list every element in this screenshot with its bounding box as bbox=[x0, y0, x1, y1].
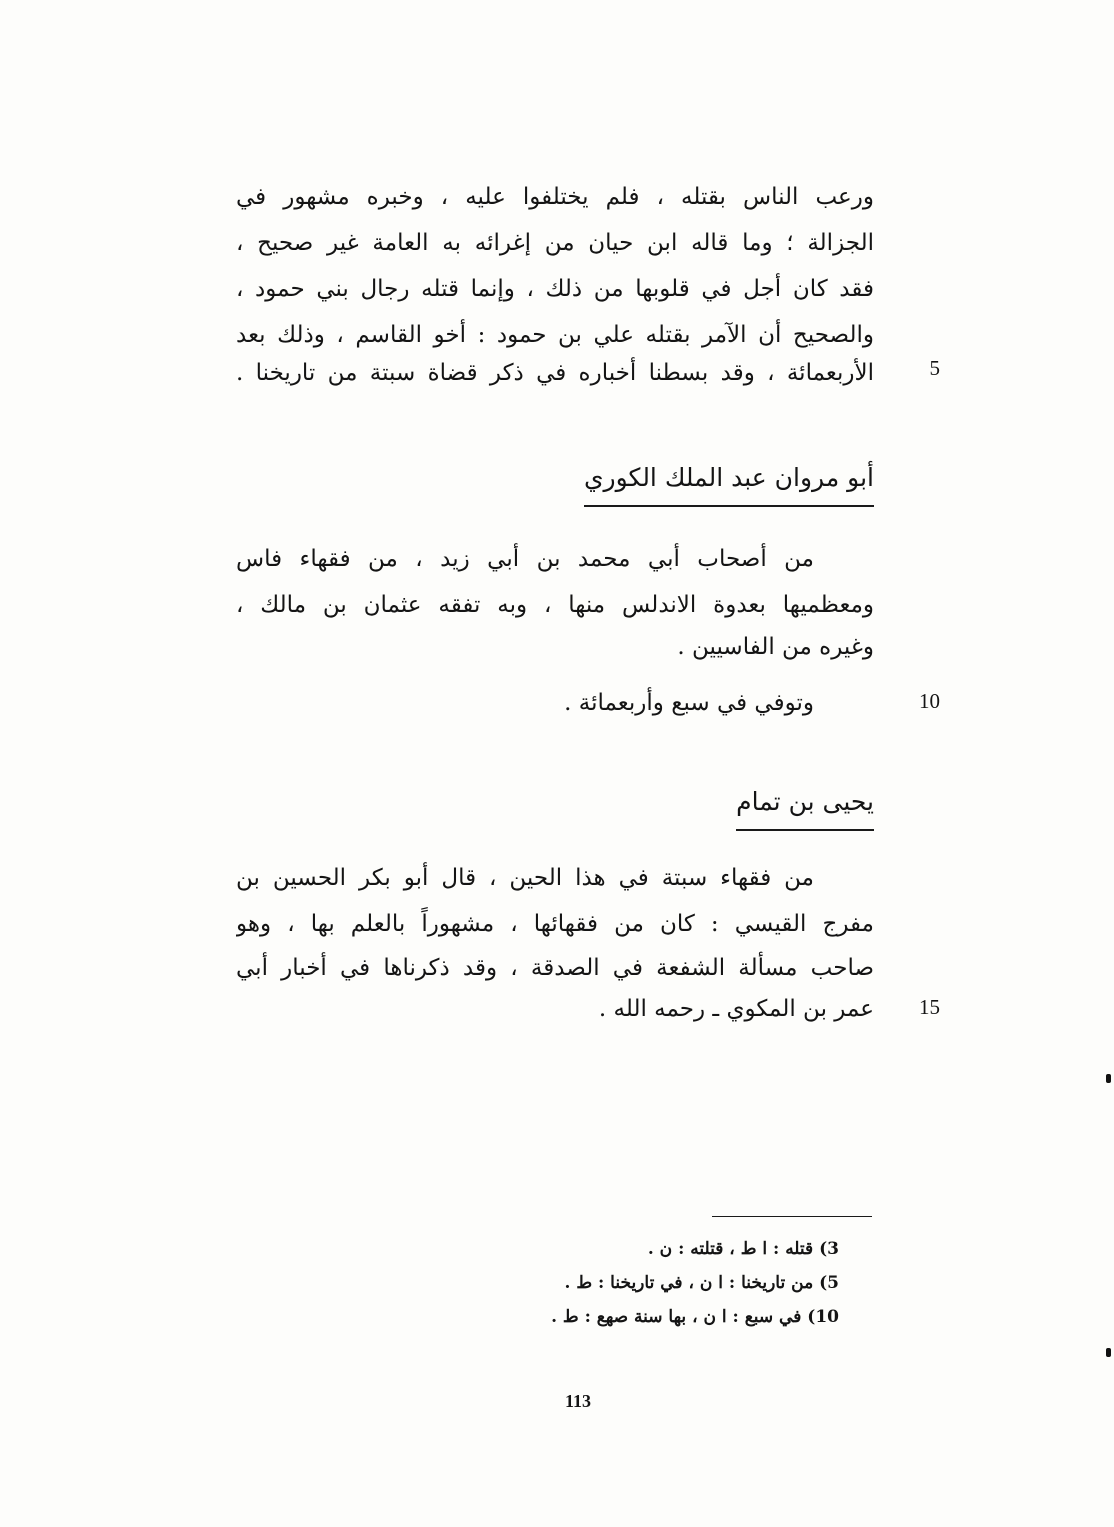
line-number: 15 bbox=[919, 995, 940, 1019]
scan-mark bbox=[1106, 1074, 1111, 1083]
footnote: 3) قتله : ا ط ، قتلته : ن . bbox=[647, 1239, 839, 1259]
footnote: 5) من تاريخنا : ا ن ، في تاريخنا : ط . bbox=[564, 1273, 839, 1293]
text-line: وتوفي في سبع وأربعمائة . bbox=[564, 690, 814, 716]
text-line: وغيره من الفاسيين . bbox=[677, 634, 874, 660]
page-number: 113 bbox=[564, 1391, 591, 1411]
text-line: عمر بن المكوي ـ رحمه الله . bbox=[598, 996, 874, 1022]
line-number: 5 bbox=[929, 356, 940, 380]
line-number: 10 bbox=[919, 689, 940, 713]
text-line: ورعب الناس بقتله ، فلم يختلفوا عليه ، وخبره مشهور في bbox=[236, 184, 874, 210]
text-line: والصحيح أن الآمر بقتله علي بن حمود : أخو القاسم ، وذلك بعد bbox=[236, 322, 874, 348]
footnote-rule bbox=[712, 1216, 872, 1217]
section-heading: يحيى بن تمام bbox=[736, 779, 874, 831]
text-line: مفرج القيسي : كان من فقهائها ، مشهوراً بالعلم بها ، وهو bbox=[236, 911, 874, 937]
text-line: صاحب مسألة الشفعة في الصدقة ، وقد ذكرناها في أخبار أبي bbox=[236, 955, 874, 981]
text-line: الأربعمائة ، وقد بسطنا أخباره في ذكر قضاة سبتة من تاريخنا . bbox=[236, 360, 874, 386]
text-line: من فقهاء سبتة في هذا الحين ، قال أبو بكر الحسين بن bbox=[236, 865, 814, 891]
text-line: ومعظميها بعدوة الاندلس منها ، وبه تفقه عثمان بن مالك ، bbox=[236, 592, 874, 618]
text-line: من أصحاب أبي محمد بن أبي زيد ، من فقهاء فاس bbox=[236, 546, 814, 572]
text-line: الجزالة ؛ وما قاله ابن حيان من إغرائه به العامة غير صحيح ، bbox=[236, 230, 874, 256]
scan-mark bbox=[1106, 1348, 1111, 1357]
section-heading: أبو مروان عبد الملك الكوري bbox=[584, 455, 874, 507]
footnote: 10) في سبع : ا ن ، بها سنة صهع : ط . bbox=[551, 1307, 839, 1327]
text-line: فقد كان أجل في قلوبها من ذلك ، وإنما قتله رجال بني حمود ، bbox=[236, 276, 874, 302]
